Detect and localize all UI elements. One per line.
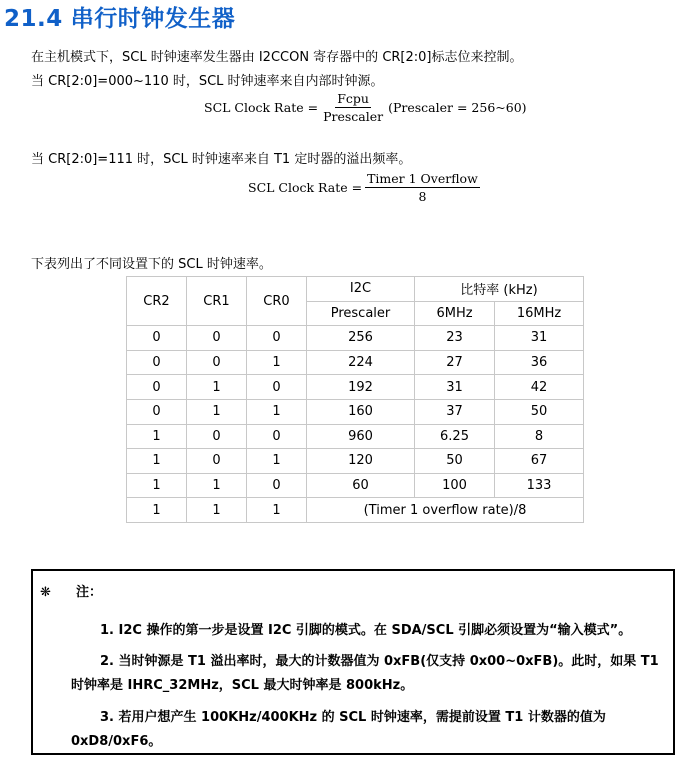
header-prescaler: Prescaler [307, 301, 415, 326]
formula1-denominator: Prescaler [323, 109, 384, 124]
paragraph-timer-source: 当 CR[2:0]=111 时，SCL 时钟速率来自 T1 定时器的溢出频率。 [31, 152, 412, 167]
header-6mhz: 6MHz [415, 301, 495, 326]
table-cell-cr1: 1 [187, 498, 247, 523]
formula-timer-clock [248, 170, 483, 205]
table-cell-rate-6mhz: 100 [415, 473, 495, 498]
table-cell-rate-16mhz: 42 [495, 375, 584, 400]
note-item-1: 1. I2C 操作的第一步是设置 I2C 引脚的模式。在 SDA/SCL 引脚必须设置为“输入模式”。 [100, 623, 632, 638]
header-cr1: CR1 [187, 277, 247, 326]
table-cell-prescaler: 160 [307, 399, 415, 424]
table-cell-cr1: 1 [187, 399, 247, 424]
table-cell-prescaler: 960 [307, 424, 415, 449]
table-row [127, 350, 584, 375]
note-item-3-line-1: 3. 若用户想产生 100KHz/400KHz 的 SCL 时钟速率，需提前设置 T1 计数器的值为 [100, 710, 606, 725]
table-row [127, 473, 584, 498]
table-row [127, 399, 584, 424]
table-header-row [127, 277, 584, 302]
table-cell-cr1: 0 [187, 449, 247, 474]
table-cell-prescaler: 120 [307, 449, 415, 474]
table-cell-rate-6mhz: 27 [415, 350, 495, 375]
table-cell-rate-16mhz: 31 [495, 326, 584, 351]
paragraph-mode-control: 在主机模式下，SCL 时钟速率发生器由 I2CCON 寄存器中的 CR[2:0]标志位来控制。 [31, 50, 523, 65]
table-cell-cr0: 0 [247, 473, 307, 498]
note-box [31, 569, 675, 755]
table-cell-cr2: 1 [127, 498, 187, 523]
section-title: 串行时钟发生器 [70, 6, 236, 32]
formula1-note: (Prescaler = 256~60) [388, 100, 527, 115]
note-bullet-icon: ❋ [40, 585, 51, 600]
formula2-fraction [365, 170, 480, 205]
table-row [127, 375, 584, 400]
table-cell-cr0: 1 [247, 449, 307, 474]
table-cell-cr0: 1 [247, 399, 307, 424]
header-cr2: CR2 [127, 277, 187, 326]
table-cell-rate-6mhz: 23 [415, 326, 495, 351]
table-cell-cr0: 1 [247, 498, 307, 523]
note-header [40, 581, 102, 600]
paragraph-internal-source: 当 CR[2:0]=000~110 时，SCL 时钟速率来自内部时钟源。 [31, 74, 384, 89]
note-item-2-line-2: 时钟率是 IHRC_32MHz，SCL 最大时钟率是 800kHz。 [71, 678, 414, 693]
header-i2c: I2C [307, 277, 415, 302]
table-cell-cr2: 1 [127, 424, 187, 449]
formula1-numerator: Fcpu [337, 91, 369, 106]
note-item-3-line-2: 0xD8/0xF6。 [71, 734, 162, 749]
table-cell-cr2: 0 [127, 399, 187, 424]
table-cell-cr2: 0 [127, 350, 187, 375]
section-heading [4, 0, 235, 33]
table-row-timer [127, 498, 584, 523]
table-cell-prescaler: 224 [307, 350, 415, 375]
note-item-2-line-1: 2. 当时钟源是 T1 溢出率时，最大的计数器值为 0xFB(仅支持 0x00~0xFB)。此时，如果 T1 [100, 654, 659, 669]
scl-rate-table [126, 276, 584, 523]
table-cell-prescaler: 256 [307, 326, 415, 351]
table-cell-rate-16mhz: 50 [495, 399, 584, 424]
table-cell-cr1: 1 [187, 375, 247, 400]
header-16mhz: 16MHz [495, 301, 584, 326]
table-cell-cr0: 0 [247, 424, 307, 449]
table-cell-cr0: 1 [247, 350, 307, 375]
table-cell-rate-16mhz: 67 [495, 449, 584, 474]
table-cell-rate-16mhz: 8 [495, 424, 584, 449]
table-cell-cr2: 1 [127, 473, 187, 498]
section-number: 21.4 [4, 6, 63, 32]
table-cell-rate-6mhz: 50 [415, 449, 495, 474]
table-cell-cr0: 0 [247, 326, 307, 351]
table-cell-cr2: 1 [127, 449, 187, 474]
header-cr0: CR0 [247, 277, 307, 326]
formula2-numerator: Timer 1 Overflow [367, 171, 478, 186]
formula1-fraction [321, 90, 385, 125]
formula2-lhs: SCL Clock Rate = [248, 180, 363, 195]
table-cell-timer-rate: (Timer 1 overflow rate)/8 [307, 498, 584, 523]
table-cell-prescaler: 60 [307, 473, 415, 498]
table-cell-cr1: 0 [187, 326, 247, 351]
header-bitrate: 比特率 (kHz) [415, 277, 584, 302]
table-cell-rate-16mhz: 36 [495, 350, 584, 375]
table-cell-cr2: 0 [127, 326, 187, 351]
formula2-denominator: 8 [418, 189, 427, 204]
table-cell-rate-6mhz: 31 [415, 375, 495, 400]
table-row [127, 449, 584, 474]
table-cell-prescaler: 192 [307, 375, 415, 400]
table-row [127, 424, 584, 449]
table-cell-cr1: 1 [187, 473, 247, 498]
table-cell-rate-6mhz: 6.25 [415, 424, 495, 449]
formula1-lhs: SCL Clock Rate = [204, 100, 319, 115]
table-cell-rate-6mhz: 37 [415, 399, 495, 424]
table-cell-cr1: 0 [187, 350, 247, 375]
table-cell-cr1: 0 [187, 424, 247, 449]
formula-internal-clock [204, 90, 527, 125]
paragraph-table-intro: 下表列出了不同设置下的 SCL 时钟速率。 [31, 257, 272, 272]
note-label: 注： [76, 585, 103, 600]
table-cell-cr2: 0 [127, 375, 187, 400]
table-cell-rate-16mhz: 133 [495, 473, 584, 498]
table-row [127, 326, 584, 351]
table-cell-cr0: 0 [247, 375, 307, 400]
